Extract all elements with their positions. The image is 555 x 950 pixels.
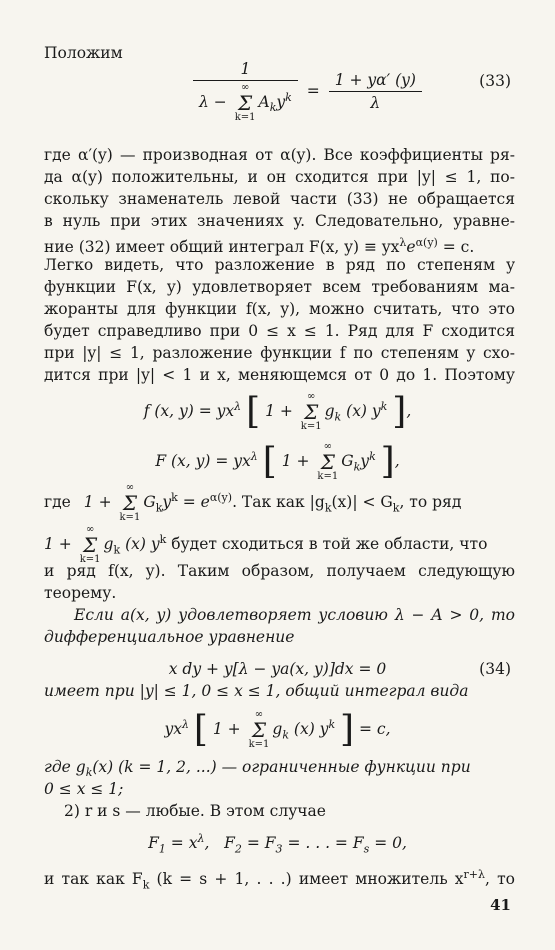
eq-int-lhs: yx (164, 720, 182, 739)
left-bracket: [ (262, 441, 277, 483)
eqF-1-base: F (148, 834, 159, 853)
last-line-sup: r+λ (463, 868, 485, 881)
eq33-term: A (258, 93, 270, 111)
eq-F-term-sub: k (353, 460, 361, 474)
eq-f-term-sup: k (380, 400, 388, 413)
eq33-sum (235, 83, 256, 123)
line-gde (44, 476, 515, 524)
line-gde-word: где (44, 493, 71, 512)
eqF-2-sub: 2 (234, 842, 242, 856)
line-one-term-sub: k (113, 543, 121, 557)
sigma-symbol: Σ (251, 718, 267, 743)
theorem-line-4-a: где g (44, 758, 86, 776)
eq-F-lhs-sup: λ (250, 450, 258, 463)
eq-f-lhs: f (x, y) = yx (143, 402, 235, 421)
sum-top: ∞ (85, 524, 95, 536)
eq-int-end: = c, (354, 720, 391, 739)
eq-int-term-sup: k (328, 718, 336, 731)
line-gde-term-sub: k (155, 501, 163, 515)
para1-line-5-e: e (406, 238, 416, 257)
sum-top: ∞ (307, 391, 316, 403)
eq-f-lhs-sup: λ (234, 400, 242, 413)
eqF-2-base: F (224, 834, 235, 853)
equation-34: x dy + y[λ − ya(x, y)]dx = 0 (168, 660, 387, 678)
eq33-rhs-denominator: λ (370, 94, 381, 112)
sigma-symbol: Σ (122, 491, 137, 516)
sum-bottom: k=1 (300, 421, 322, 433)
sum-bottom: k=1 (119, 512, 141, 524)
eq33-tag: (33) (479, 72, 511, 90)
sum-bottom: k=1 (248, 739, 270, 751)
line-one-term-rest: (x) y (120, 535, 160, 554)
eqF-1-tail: , (204, 834, 225, 853)
last-line-pre: и так как F (44, 870, 143, 889)
eq-f-term-rest: (x) y (341, 402, 381, 421)
theorem-line-5: 0 ≤ x ≤ 1; (44, 780, 124, 798)
para1-line-7: функции F(x, y) удовлетворяет всем требованиям ма- (44, 278, 515, 296)
eq33-lhs-numerator: 1 (193, 60, 298, 81)
page-number: 41 (490, 896, 511, 914)
eq-int-sum (249, 710, 270, 750)
para1-line-4: в нуль при этих значениях y. Следовательно, уравне- (44, 212, 515, 230)
eqF-2-eq: = F (241, 834, 276, 853)
right-bracket: ] (380, 441, 395, 483)
eq33-term-sub: k (269, 101, 277, 115)
last-line-sub: k (142, 878, 150, 892)
eqF-dots: = . . . = F (282, 834, 364, 853)
sigma-symbol: Σ (320, 450, 335, 475)
line-gde-G-sub: k (392, 501, 400, 515)
para1-line-5-text: ние (32) имеет общий интеграл F(x, y) ≡ yx (44, 238, 400, 257)
line-one-text: будет сходиться в той же области, что (166, 535, 488, 554)
para1-line-5-end: = c. (437, 238, 475, 257)
para1-line-1: где α′(y) — производная от α(y). Все коэффициенты ря- (44, 146, 515, 164)
eq33-rhs-fraction (329, 71, 422, 112)
heading: Положим (44, 44, 123, 62)
eq33-y-sup: k (285, 90, 292, 104)
eq-int-term-sub: k (282, 728, 289, 742)
line-one-term-sup: k (159, 533, 167, 546)
eqF-end: = 0, (369, 834, 407, 853)
line-gde-e-sup: α(y) (209, 491, 233, 504)
theorem-line-4 (44, 758, 515, 782)
line-one-term: g (103, 535, 114, 554)
eqF-1-eq: = x (165, 834, 198, 853)
sum-bottom: k=1 (234, 112, 256, 123)
equation-F-values (0, 830, 555, 858)
line-gde-after: (x)| < G (331, 493, 393, 512)
para1-line-11: дится при |y| < 1 и x, меняющемся от 0 до 1. Поэтому (44, 366, 515, 384)
eq33-y: y (276, 93, 286, 111)
eq-F-term: G (341, 452, 354, 471)
eq-int-term: g (272, 720, 283, 739)
left-bracket: [ (246, 391, 261, 433)
eq-f-one-plus: 1 + (265, 402, 293, 421)
equation-integral (0, 700, 555, 750)
para1-line-2: да α(y) положительны, и он сходится при |y| ≤ 1, по- (44, 168, 515, 186)
sum-bottom: k=1 (317, 471, 339, 483)
eq34-tag: (34) (479, 660, 511, 678)
para1-line-6: Легко видеть, что разложение в ряд по степеням y (44, 256, 515, 274)
line-gde-term: G (143, 493, 156, 512)
line-gde-y-sup: k (171, 491, 178, 504)
eq-F-one-plus: 1 + (281, 452, 310, 471)
para1-line-8: жоранты для функции f(x, y), можно считать, что это (44, 300, 515, 318)
eq33-lhs-fraction (193, 60, 298, 123)
eq-F-term-rest: y (360, 452, 370, 471)
line-gde-g-sub: k (324, 501, 332, 515)
sum-top: ∞ (125, 482, 135, 494)
line-gde-eq: = e (177, 493, 210, 512)
left-bracket: [ (193, 709, 208, 751)
equation-33 (0, 60, 555, 130)
para1-line-3: скольку знаменатель левой части (33) не обращается (44, 190, 515, 208)
line-i: и ряд f(x, y). Таким образом, получаем следующую (44, 562, 515, 580)
sigma-symbol: Σ (304, 400, 319, 425)
para1-line-9: будет справедливо при 0 ≤ x ≤ 1. Ряд для F сходится (44, 322, 515, 340)
case-2: 2) r и s — любые. В этом случае (64, 802, 326, 820)
eq-int-lhs-sup: λ (181, 718, 189, 731)
last-line (44, 866, 515, 894)
line-gde-y: y (162, 493, 172, 512)
eq-F-term-sup: k (369, 450, 376, 463)
eq-int-one-plus: 1 + (212, 720, 241, 739)
eqF-s-sub: s (363, 842, 370, 856)
sigma-symbol: Σ (83, 533, 98, 558)
theorem-line-4-b: (x) (k = 1, 2, ...) — ограниченные функции при (92, 758, 471, 776)
eq33-rhs-numerator: 1 + yα′ (y) (329, 71, 422, 92)
line-gde-one-plus: 1 + (83, 493, 112, 512)
eq-f-end: , (406, 402, 412, 421)
eqF-1-sup: λ (197, 832, 205, 845)
line-one-one-plus: 1 + (44, 535, 72, 554)
eq-int-term-rest: (x) y (288, 720, 329, 739)
sum-bottom: k=1 (79, 554, 101, 566)
line-one-sum (80, 525, 101, 565)
eq33-equals: = (306, 81, 320, 100)
line-one (44, 518, 515, 566)
line-gde-end: , то ряд (399, 493, 462, 512)
last-line-end: , то (485, 870, 515, 889)
para1-line-5-sup1: λ (399, 236, 407, 249)
theorem-line-2: дифференциальное уравнение (44, 628, 295, 646)
eq33-den-pre: λ − (199, 93, 227, 111)
equation-f (0, 382, 555, 432)
eqF-3-sub: 3 (275, 842, 283, 856)
eqF-1-sub: 1 (158, 842, 166, 856)
equation-F (0, 432, 555, 482)
last-line-mid: (k = s + 1, . . .) имеет множитель x (149, 870, 464, 889)
theorem-line-3: имеет при |y| ≤ 1, 0 ≤ x ≤ 1, общий интеграл вида (44, 682, 469, 700)
right-bracket: ] (340, 709, 355, 751)
sigma-symbol: Σ (238, 91, 253, 115)
eq-f-term: g (324, 402, 335, 421)
line-teorem: теорему. (44, 584, 117, 602)
theorem-line-4-sub: k (85, 766, 93, 780)
para1-line-5-sup2: α(y) (415, 236, 438, 249)
eq-F-lhs: F (x, y) = yx (155, 452, 251, 471)
eq-f-sum (301, 392, 322, 432)
eq-F-end: , (394, 452, 400, 471)
sum-top: ∞ (323, 441, 332, 453)
right-bracket: ] (392, 391, 407, 433)
sum-top: ∞ (240, 82, 250, 93)
eq-f-term-sub: k (334, 410, 342, 424)
sum-top: ∞ (254, 709, 264, 721)
eq33-lhs-denominator (193, 81, 298, 123)
line-gde-mid: . Так как |g (232, 493, 325, 512)
para1-line-10: при |y| ≤ 1, разложение функции f по степеням y схо- (44, 344, 515, 362)
para1-line-5 (44, 234, 515, 256)
theorem-line-1: Если a(x, y) удовлетворяет условию λ − A > 0, то (74, 606, 515, 624)
